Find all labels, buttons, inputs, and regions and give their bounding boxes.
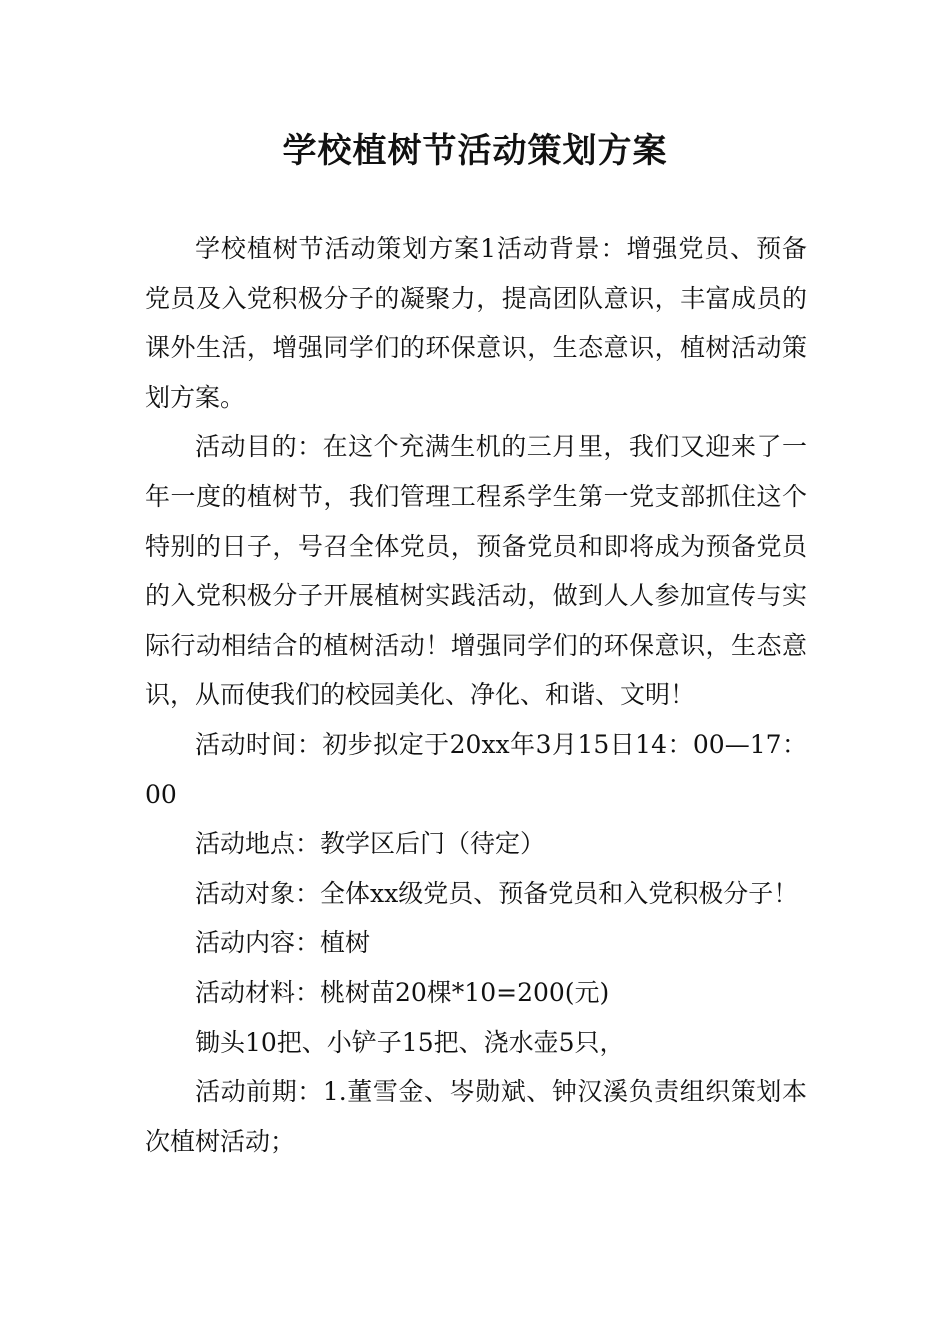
paragraph-time: 活动时间：初步拟定于20xx年3月15日14：00—17：00 bbox=[145, 729, 807, 809]
paragraph-preparation: 活动前期：1.董雪金、岑勋斌、钟汉溪负责组织策划本次植树活动； bbox=[145, 1077, 807, 1156]
paragraph-materials: 活动材料：桃树苗20棵*10=200(元) bbox=[195, 977, 610, 1007]
document-title: 学校植树节活动策划方案 bbox=[282, 131, 668, 171]
paragraph-participants: 活动对象：全体xx级党员、预备党员和入党积极分子！ bbox=[195, 878, 799, 908]
paragraph-background: 学校植树节活动策划方案1活动背景：增强党员、预备党员及入党积极分子的凝聚力，提高团队意识，丰富成员的课外生活，增强同学们的环保意识，生态意识，植树活动策划方案。 bbox=[145, 234, 807, 412]
paragraph-content: 活动内容：植树 bbox=[195, 928, 371, 958]
paragraph-tools: 锄头10把、小铲子15把、浇水壶5只， bbox=[195, 1027, 625, 1057]
document-body bbox=[145, 224, 807, 1166]
paragraph-purpose: 活动目的：在这个充满生机的三月里，我们又迎来了一年一度的植树节，我们管理工程系学生第一党支部抓住这个特别的日子，号召全体党员，预备党员和即将成为预备党员的入党积极分子开展植树实践活动，做到人人参加宣传与实际行动相结合的植树活动！增强同学们的环保意识，生态意识，从而使我们的校园美化、净化、和谐、文明！ bbox=[145, 432, 807, 710]
paragraph-location: 活动地点：教学区后门（待定） bbox=[195, 829, 546, 859]
